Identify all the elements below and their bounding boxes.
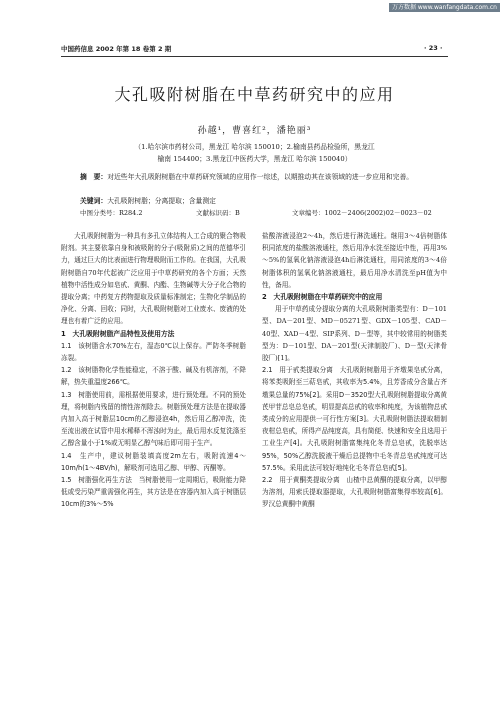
article-number: 文章编号：1002－2406(2002)02－0023－02 [292,209,432,217]
paragraph: 用于中草药成分提取分离的大孔吸附树脂类型有：D－101型、DA－201型、MD－05271型、GDX－105型、CAD－40型、XAD－4型、SIP系列、D－型等，其中较常用的树脂类型为：D－101型、DA－201型(天津制胶厂)、D－型(天津骨胶厂)[1]。 [262,305,447,363]
affiliation-line-2: 榆南 154400；3.黑龙江中医药大学，黑龙江 哈尔滨 150040） [157,155,352,163]
watermark-stamp: 万方数据 www.wanfangdata.com.cn [389,3,500,12]
abstract-label: 摘 要： [80,173,108,181]
right-column [262,230,447,511]
paragraph: 大孔吸附树脂为一种具有多孔立体结构人工合成的聚合物吸附剂。其主要依靠自身和被吸附的分子(吸附质)之间的范德华引力，通过巨大的比表面进行物理吸附而工作的。在我国，大孔吸附树脂自70年代起被广泛应用于中草药研究的各个方面；天然植物中活性成分如皂甙、黄酮、内酯、生物碱等大分子化合物的提取分离；中药复方药物提取及质量标准制定；生物化学制品的净化、分离、回收；同时，大孔吸附树脂对工业废水、废液的处理也有着广泛的应用。 [61,232,246,326]
keywords-text: 大孔吸附树脂；分离提取；含量测定 [107,197,216,205]
section-heading: 1 大孔吸附树脂产品特性及使用方法 [61,329,175,338]
header-rule [61,56,448,57]
affiliation-line-1: （1.哈尔滨市药材公司，黑龙江 哈尔滨 150010；2.榆南县药品检验所，黑龙江 [134,143,375,151]
article-title: 大孔吸附树脂在中草药研究中的应用 [114,85,395,104]
paragraph: 2.1 用于甙类提取分离 大孔吸附树脂用于齐墩果皂甙分离，将苯类吸附至三萜皂甙，其收率为5.4%，且芳香成分含量占齐墩果总量的75%[2]。采用D－3520型大孔吸附树脂提取分离黄芪甲苷总皂总皂甙，明显提高总甙的收率和纯度，为该植物总甙类成分的应用提供一可行性方案[3]。大孔吸附树脂法提取精制夜柑总皂甙，所得产品纯度高，具有简便、快速和安全且选用于工业生产[4]。大孔吸附树脂富集纯化冬青总皂甙，洗脱率达95%，50%乙醇洗脱液干燥后总提物中毛冬青总皂甙纯度可达57.5%。采用此法可较好地纯化毛冬青总皂甙[5]。 [262,366,447,472]
document-code: 文献标识码：B [196,209,240,217]
abstract-text: 对近些年大孔吸附树脂在中草药研究领域的应用作一综述，以期推动其在该领域的进一步应用和完善。 [107,173,414,181]
keywords-label: 关键词： [80,197,108,205]
section-heading: 2 大孔吸附树脂在中草药研究中的应用 [262,293,383,302]
clc-number: 中图分类号：R284.2 [80,209,143,217]
left-column [61,230,246,511]
paragraph: 1.3 树脂使用前，需根据使用要求，进行预处理。不同的预处理，将树脂内残留的惰性溶剂除去。树脂预处理方法是在提取器内加入高于树脂层10cm的乙醇浸泡4h，然后用乙醇冲洗，洗至流出液在试管中用水稀释不浑浊时为止，最后用水反复洗涤至乙醇含量小于1%或无明显乙醇气味后即可用于生产。 [61,390,246,448]
paragraph: 1.4 生产中，建议树脂装填高度2m左右，吸附流速4～10m/h(1～4BV/h)，解吸剂可选用乙醇、甲醇、丙酮等。 [61,451,246,472]
paragraph: 1.1 该树脂含水70%左右，湿态0℃以上保存。严防冬季树脂冻裂。 [61,341,246,363]
paragraph: 2.2 用于黄酮类提取分离 山楂中总黄酮的提取分离，以甲醇为溶剂，用索氏提取器提取，大孔吸附树脂富集得率较高[6]。罗汉总黄酮中黄酮 [262,476,447,509]
paragraph: 1.5 树脂强化再生方法 当树脂使用一定周期后，吸附能力降低或受污染严重需强化再生，其方法是在容器内加入高于树脂层10cm的3%～5% [61,476,246,509]
keywords [80,195,428,207]
page-number: · 23 · [424,44,443,52]
abstract [80,171,428,183]
authors: 孙越¹，曹喜红²，潘艳丽³ [197,126,312,136]
paragraph: 1.2 该树脂物化学性能稳定，不溶于酸、碱及有机溶剂，不降解，热失重温度266℃。 [61,366,246,387]
journal-header: 中国药信息 2002 年第 18 卷第 2 期 [61,45,172,53]
paragraph: 盐酸溶液浸泡2～4h，然后进行淋洗通柱。继用3～4倍树脂体积同浓度的盐酸溶液通柱，然后用净水洗至接近中性，再用3%～5%的氢氧化钠溶液浸泡4h后淋洗通柱，用同浓度的3～4倍树脂体积的氢氧化钠溶液通柱，最后用净水清洗至pH值为中性，备用。 [262,232,447,289]
